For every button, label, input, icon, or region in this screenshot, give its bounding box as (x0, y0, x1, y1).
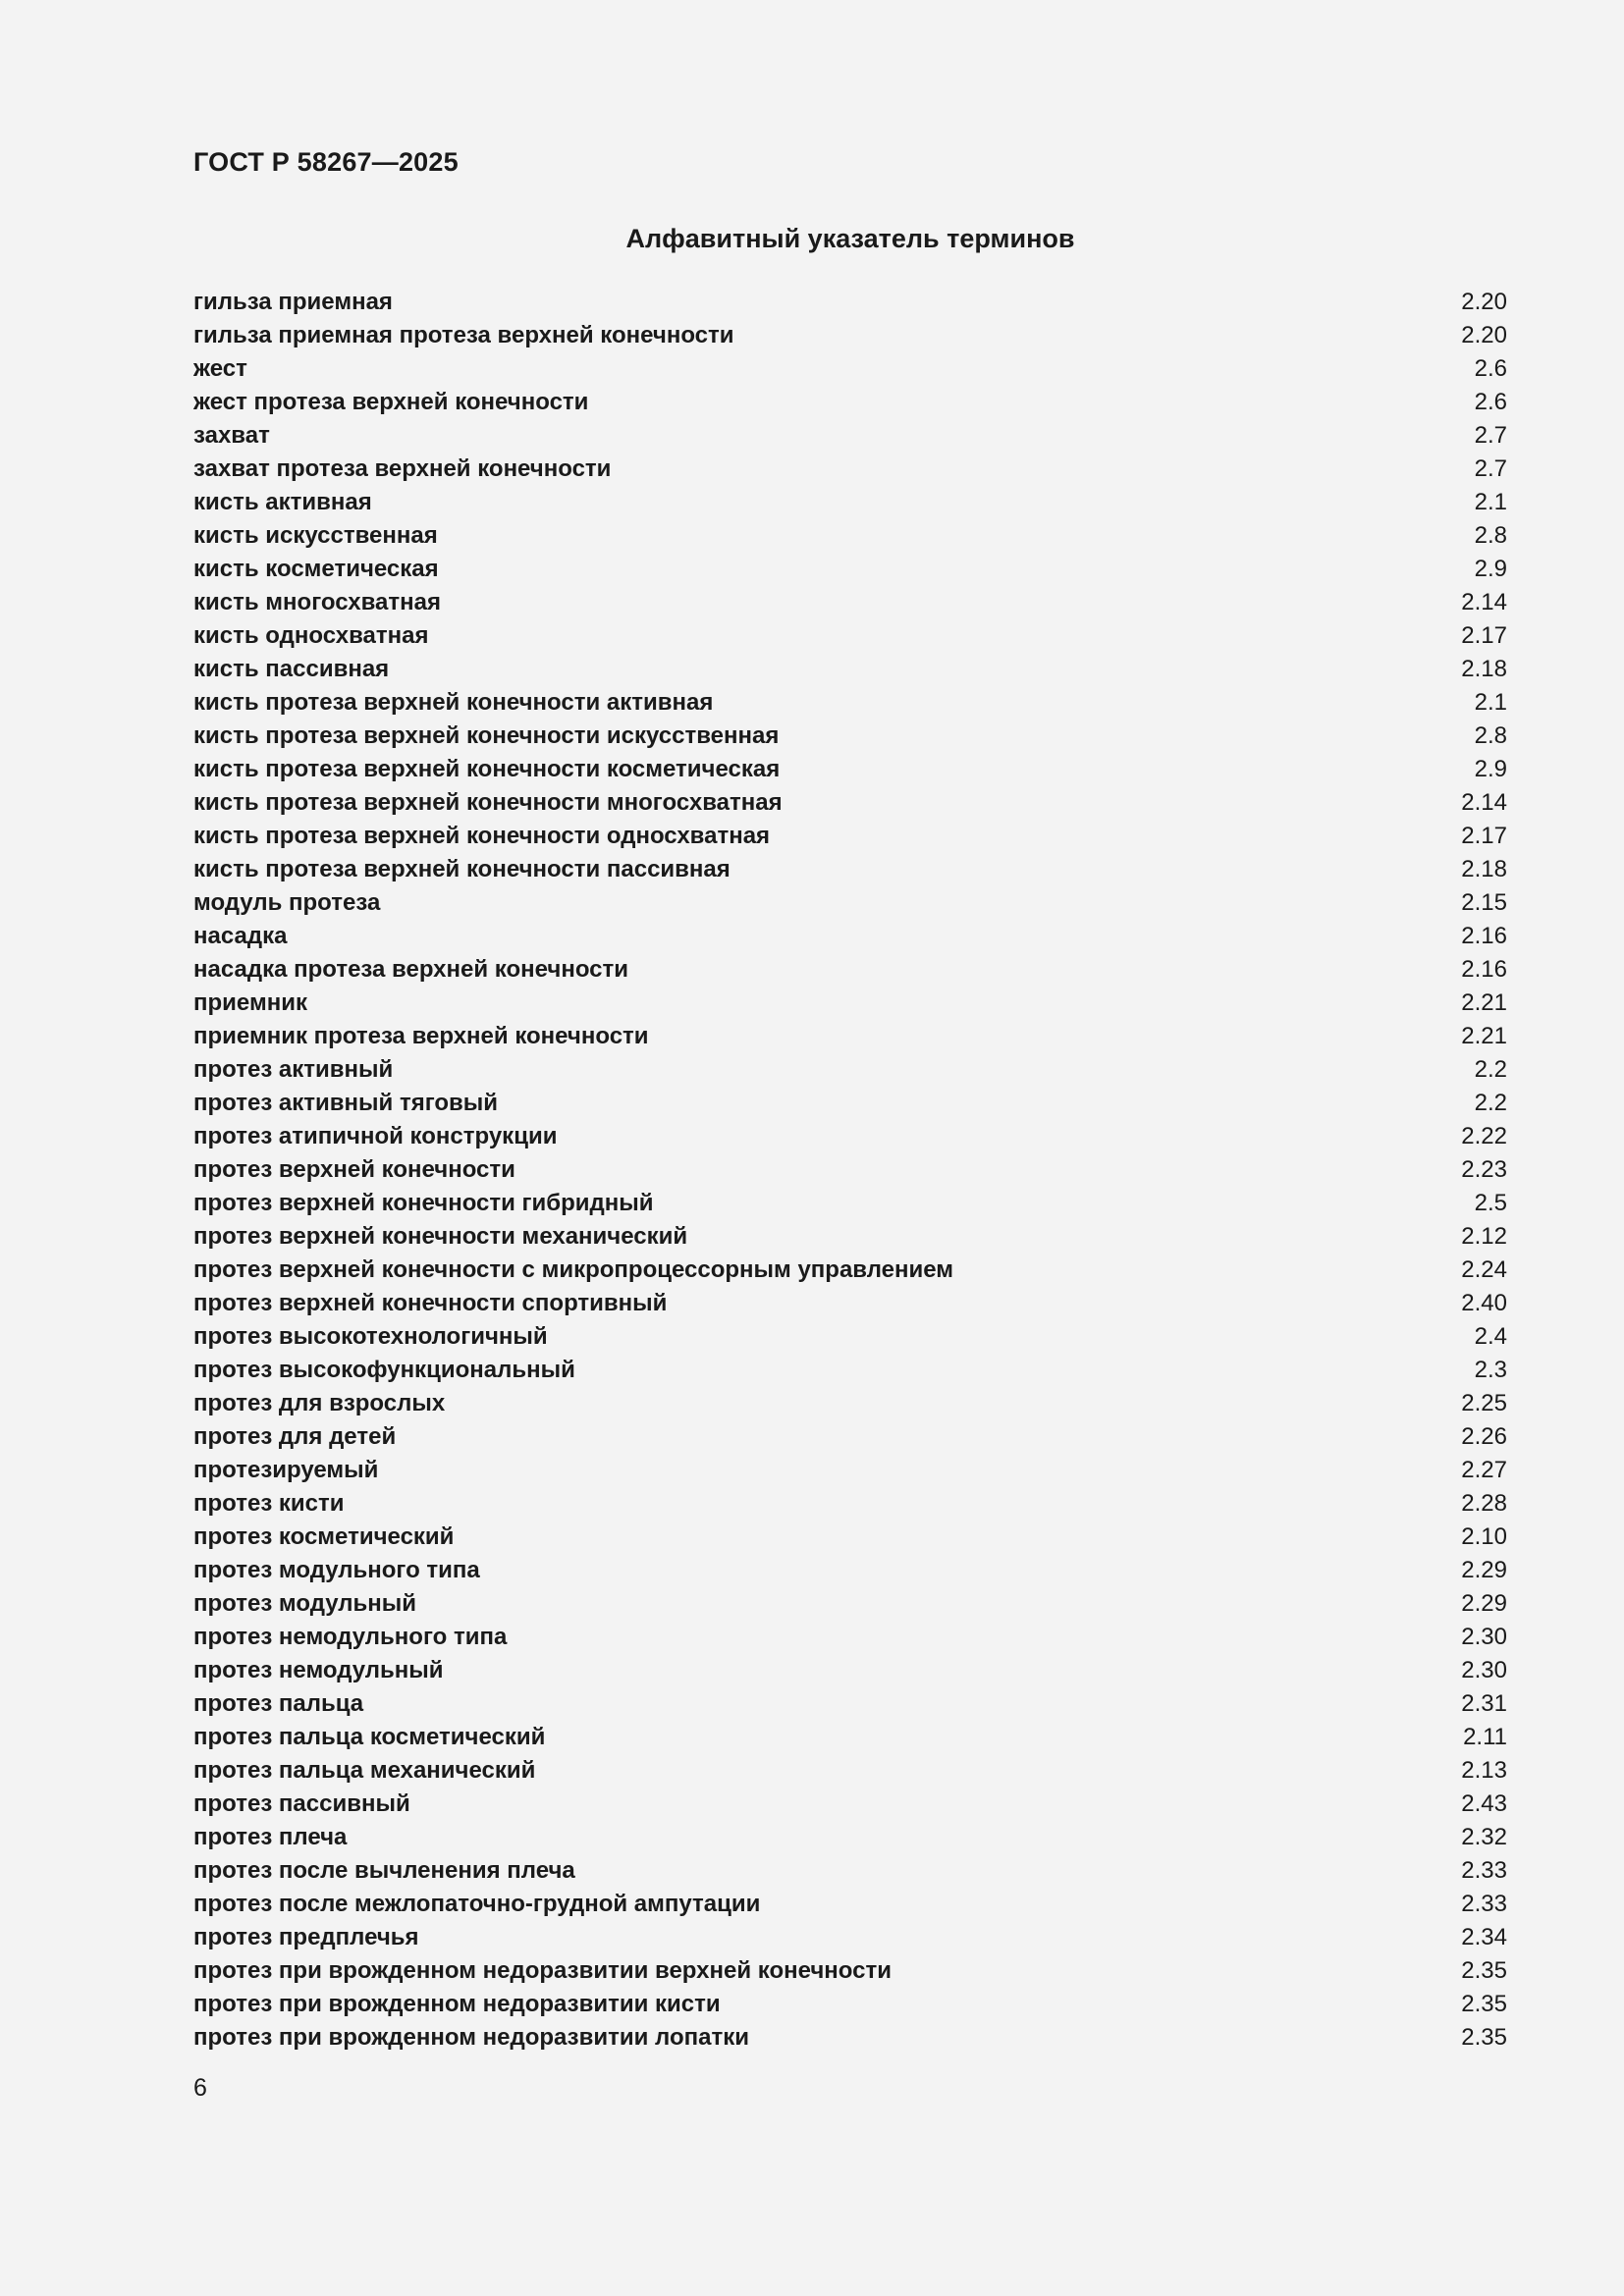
index-reference: 2.8 (1474, 722, 1507, 749)
index-reference: 2.29 (1461, 1590, 1507, 1617)
index-entry (193, 286, 1507, 319)
index-reference: 2.11 (1463, 1724, 1507, 1750)
index-entry (193, 1988, 1507, 2021)
index-term: протез кисти (193, 1490, 345, 1517)
index-reference: 2.21 (1461, 989, 1507, 1016)
index-reference: 2.40 (1461, 1290, 1507, 1316)
index-reference: 2.17 (1461, 622, 1507, 649)
index-reference: 2.35 (1461, 1991, 1507, 2017)
index-entry (193, 1587, 1507, 1621)
index-reference: 2.27 (1461, 1457, 1507, 1483)
index-term: протез при врожденном недоразвитии лопатки (193, 2024, 749, 2051)
index-reference: 2.5 (1474, 1190, 1507, 1216)
index-reference: 2.4 (1474, 1323, 1507, 1350)
index-entry (193, 1788, 1507, 1821)
index-term: приемник (193, 989, 307, 1016)
index-entry (193, 886, 1507, 920)
index-reference: 2.33 (1461, 1891, 1507, 1917)
index-entry (193, 352, 1507, 386)
index-reference: 2.2 (1474, 1056, 1507, 1083)
index-entry (193, 419, 1507, 453)
index-reference: 2.18 (1461, 856, 1507, 882)
index-term: гильза приемная (193, 289, 393, 315)
index-entry (193, 1020, 1507, 1053)
index-reference: 2.30 (1461, 1657, 1507, 1683)
index-term: протез пальца механический (193, 1757, 536, 1784)
index-reference: 2.28 (1461, 1490, 1507, 1517)
index-reference: 2.6 (1474, 389, 1507, 415)
index-entry (193, 1220, 1507, 1254)
index-reference: 2.12 (1461, 1223, 1507, 1250)
index-reference: 2.29 (1461, 1557, 1507, 1583)
index-entry (193, 1354, 1507, 1387)
index-term: протез косметический (193, 1523, 455, 1550)
index-entry (193, 1687, 1507, 1721)
index-term: протез активный (193, 1056, 394, 1083)
index-reference: 2.34 (1461, 1924, 1507, 1950)
index-entry (193, 1454, 1507, 1487)
index-reference: 2.10 (1461, 1523, 1507, 1550)
index-entry (193, 619, 1507, 653)
index-entry (193, 1621, 1507, 1654)
document-header: ГОСТ Р 58267—2025 (193, 147, 459, 177)
index-term: протез высокотехнологичный (193, 1323, 548, 1350)
index-entry (193, 1721, 1507, 1754)
index-entry (193, 586, 1507, 619)
index-term: протез предплечья (193, 1924, 419, 1950)
index-term: кисть протеза верхней конечности пассивная (193, 856, 731, 882)
index-term: приемник протеза верхней конечности (193, 1023, 649, 1049)
index-term: протез для взрослых (193, 1390, 446, 1416)
index-reference: 2.20 (1461, 322, 1507, 348)
index-reference: 2.18 (1461, 656, 1507, 682)
index-entry (193, 1320, 1507, 1354)
index-reference: 2.31 (1461, 1690, 1507, 1717)
index-reference: 2.2 (1474, 1090, 1507, 1116)
index-term: протез верхней конечности с микропроцессорным управлением (193, 1256, 954, 1283)
index-term: кисть протеза верхней конечности активная (193, 689, 714, 716)
index-entry (193, 653, 1507, 686)
index-term: протез активный тяговый (193, 1090, 499, 1116)
index-term: протез пальца косметический (193, 1724, 546, 1750)
index-term: протез при врожденном недоразвитии верхней конечности (193, 1957, 892, 1984)
index-term: насадка протеза верхней конечности (193, 956, 629, 983)
index-entry (193, 1821, 1507, 1854)
index-term: протез верхней конечности спортивный (193, 1290, 668, 1316)
index-reference: 2.16 (1461, 956, 1507, 983)
index-entry (193, 1053, 1507, 1087)
page-number: 6 (193, 2074, 207, 2102)
index-reference: 2.9 (1474, 556, 1507, 582)
index-entry (193, 1654, 1507, 1687)
index-reference: 2.43 (1461, 1790, 1507, 1817)
index-reference: 2.33 (1461, 1857, 1507, 1884)
index-entry (193, 953, 1507, 987)
index-entry (193, 820, 1507, 853)
index-term: кисть протеза верхней конечности многосхватная (193, 789, 783, 816)
index-term: протез пальца (193, 1690, 364, 1717)
index-term: жест (193, 355, 247, 382)
index-reference: 2.35 (1461, 2024, 1507, 2051)
index-term: кисть протеза верхней конечности искусственная (193, 722, 780, 749)
index-term: кисть активная (193, 489, 372, 515)
index-term: кисть протеза верхней конечности односхватная (193, 823, 771, 849)
index-term: модуль протеза (193, 889, 381, 916)
index-entry (193, 453, 1507, 486)
index-term: протез плеча (193, 1824, 348, 1850)
index-entry (193, 1521, 1507, 1554)
index-reference: 2.8 (1474, 522, 1507, 549)
index-entry (193, 486, 1507, 519)
index-reference: 2.25 (1461, 1390, 1507, 1416)
index-reference: 2.26 (1461, 1423, 1507, 1450)
index-term: кисть односхватная (193, 622, 429, 649)
index-entry (193, 1120, 1507, 1153)
index-entry (193, 720, 1507, 753)
index-entry (193, 2021, 1507, 2055)
index-reference: 2.3 (1474, 1357, 1507, 1383)
index-reference: 2.20 (1461, 289, 1507, 315)
index-reference: 2.14 (1461, 589, 1507, 615)
index-entry (193, 1420, 1507, 1454)
index-reference: 2.17 (1461, 823, 1507, 849)
index-term: протез пассивный (193, 1790, 410, 1817)
index-reference: 2.7 (1474, 455, 1507, 482)
index-reference: 2.7 (1474, 422, 1507, 449)
index-reference: 2.32 (1461, 1824, 1507, 1850)
index-reference: 2.1 (1474, 489, 1507, 515)
index-entry (193, 386, 1507, 419)
index-reference: 2.35 (1461, 1957, 1507, 1984)
index-term: протез верхней конечности механический (193, 1223, 688, 1250)
index-term: кисть пассивная (193, 656, 390, 682)
index-entry (193, 1487, 1507, 1521)
index-entry (193, 1888, 1507, 1921)
index-reference: 2.24 (1461, 1256, 1507, 1283)
index-term: кисть косметическая (193, 556, 439, 582)
index-term: протез после вычленения плеча (193, 1857, 575, 1884)
index-term: протез атипичной конструкции (193, 1123, 558, 1149)
index-term: протез модульный (193, 1590, 417, 1617)
index-entry (193, 1387, 1507, 1420)
index-entry (193, 753, 1507, 786)
index-term: захват (193, 422, 270, 449)
index-entry (193, 1921, 1507, 1954)
index-entry (193, 1153, 1507, 1187)
index-entry (193, 1287, 1507, 1320)
index-term: протез модульного типа (193, 1557, 480, 1583)
index-entry (193, 920, 1507, 953)
index-entry (193, 1754, 1507, 1788)
index-term: кисть искусственная (193, 522, 438, 549)
index-reference: 2.9 (1474, 756, 1507, 782)
index-reference: 2.16 (1461, 923, 1507, 949)
index-reference: 2.22 (1461, 1123, 1507, 1149)
index-entry (193, 1554, 1507, 1587)
index-reference: 2.30 (1461, 1624, 1507, 1650)
index-entry (193, 1087, 1507, 1120)
index-reference: 2.15 (1461, 889, 1507, 916)
index-reference: 2.6 (1474, 355, 1507, 382)
index-term: протез для детей (193, 1423, 397, 1450)
index-reference: 2.23 (1461, 1156, 1507, 1183)
index-term: протезируемый (193, 1457, 379, 1483)
index-term: захват протеза верхней конечности (193, 455, 612, 482)
index-reference: 2.14 (1461, 789, 1507, 816)
index-entry (193, 1254, 1507, 1287)
index-entry (193, 686, 1507, 720)
index-term: протез верхней конечности гибридный (193, 1190, 654, 1216)
index-reference: 2.1 (1474, 689, 1507, 716)
index-term: протез высокофункциональный (193, 1357, 575, 1383)
index-term: протез немодульного типа (193, 1624, 508, 1650)
index-term: жест протеза верхней конечности (193, 389, 589, 415)
index-term: кисть многосхватная (193, 589, 441, 615)
index-term: гильза приемная протеза верхней конечности (193, 322, 734, 348)
index-entry (193, 1954, 1507, 1988)
section-title: Алфавитный указатель терминов (625, 224, 1075, 253)
term-index-list (193, 286, 1507, 2055)
index-term: протез после межлопаточно-грудной ампутации (193, 1891, 761, 1917)
index-entry (193, 553, 1507, 586)
index-reference: 2.13 (1461, 1757, 1507, 1784)
index-entry (193, 1854, 1507, 1888)
index-entry (193, 1187, 1507, 1220)
index-term: протез верхней конечности (193, 1156, 515, 1183)
index-entry (193, 319, 1507, 352)
index-term: насадка (193, 923, 288, 949)
index-term: протез немодульный (193, 1657, 444, 1683)
index-entry (193, 519, 1507, 553)
index-entry (193, 987, 1507, 1020)
index-term: протез при врожденном недоразвитии кисти (193, 1991, 721, 2017)
index-entry (193, 786, 1507, 820)
index-entry (193, 853, 1507, 886)
index-term: кисть протеза верхней конечности косметическая (193, 756, 781, 782)
index-reference: 2.21 (1461, 1023, 1507, 1049)
